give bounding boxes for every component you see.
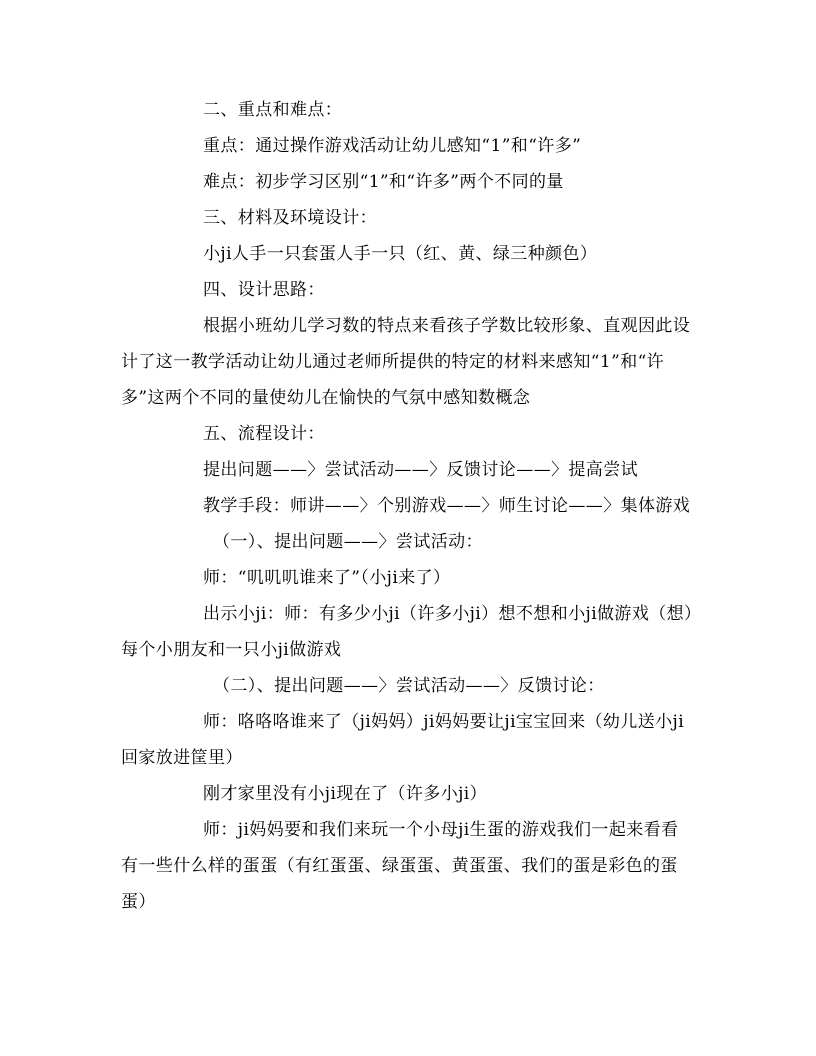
section-heading-design-idea: 四、设计思路： [203,280,325,300]
paragraph-show-chicks: 出示小ji：师：有多少小ji（许多小ji）想不想和小ji做游戏（想）每个小朋友和一只小ji做游戏 [121,604,693,660]
paragraph-materials: 小ji人手一只套蛋人手一只（红、黄、绿三种颜色） [203,244,598,264]
paragraph-process-flow: 提出问题——〉尝试活动——〉反馈讨论——〉提高尝试 [203,460,638,480]
section-heading-materials: 三、材料及环境设计： [203,208,377,228]
section-heading-key-points: 二、重点和难点： [203,100,343,120]
paragraph-design-idea: 根据小班幼儿学习数的特点来看孩子学数比较形象、直观因此设计了这一教学活动让幼儿通过老师所提供的特定的材料来感知“1”和“许多”这两个不同的量使幼儿在愉快的气氛中感知数概念 [121,316,691,408]
subsection-heading-two: （二）、提出问题——〉尝试活动——〉反馈讨论： [213,676,605,696]
paragraph-many-chicks: 刚才家里没有小ji现在了（许多小ji） [203,784,488,804]
paragraph-key-point: 重点：通过操作游戏活动让幼儿感知“1”和“许多” [203,136,582,156]
document-body [121,92,695,920]
section-heading-process: 五、流程设计： [203,424,325,444]
paragraph-teaching-means: 教学手段：师讲——〉个别游戏——〉师生讨论——〉集体游戏 [203,496,691,516]
paragraph-difficulty: 难点：初步学习区别“1”和“许多”两个不同的量 [203,172,564,192]
paragraph-teacher-line-2: 师：咯咯咯谁来了（ji妈妈）ji妈妈要让ji宝宝回来（幼儿送小ji回家放进筐里） [121,712,685,768]
paragraph-egg-game: 师：ji妈妈要和我们来玩一个小母ji生蛋的游戏我们一起来看看有一些什么样的蛋蛋（有红蛋蛋、绿蛋蛋、黄蛋蛋、我们的蛋是彩色的蛋蛋） [121,820,679,912]
paragraph-teacher-line-1: 师：“叽叽叽谁来了”（小ji来了） [203,568,451,588]
subsection-heading-one: （一）、提出问题——〉尝试活动： [213,532,483,552]
